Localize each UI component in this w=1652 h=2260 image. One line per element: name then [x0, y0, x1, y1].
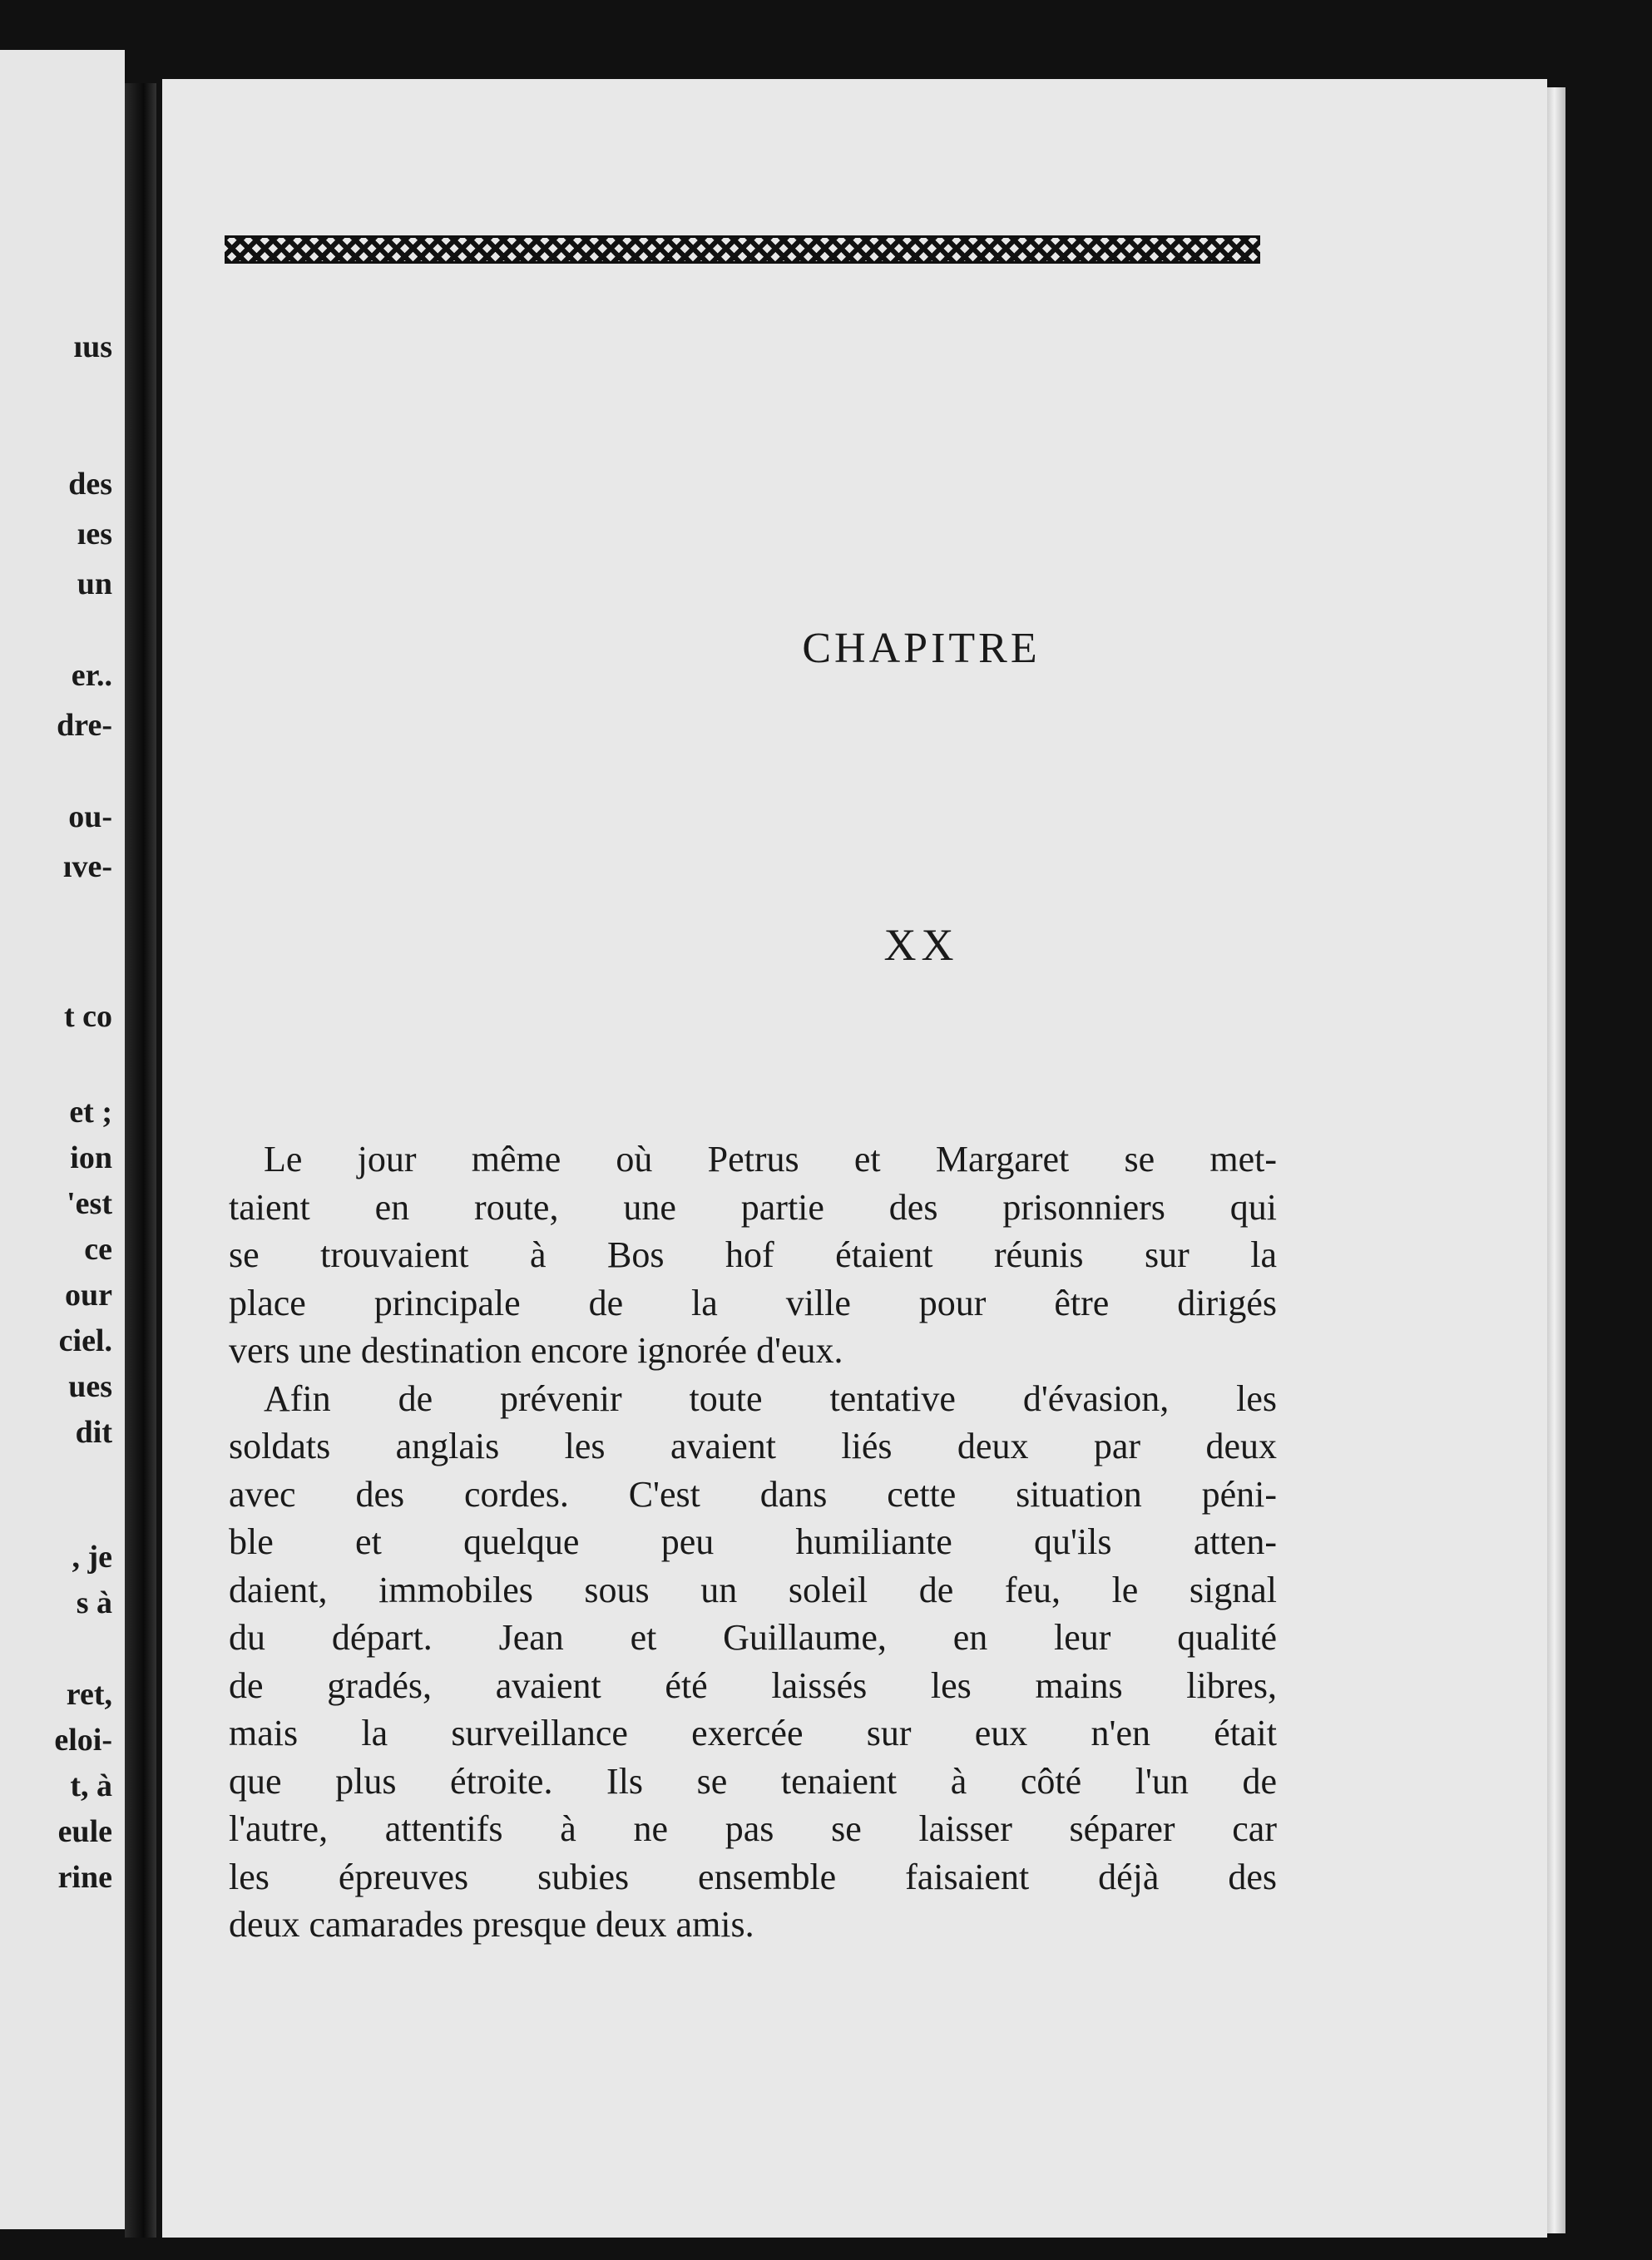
left-page-fragment: ıes [77, 517, 112, 551]
left-page-fragment: rine [57, 1860, 112, 1895]
left-page-fragment: eule [57, 1814, 112, 1849]
page-edge [1547, 87, 1565, 2233]
left-page-fragment: t co [63, 999, 112, 1034]
left-page-fragment: ciel. [58, 1323, 112, 1358]
left-page-fragment: s à [76, 1585, 112, 1620]
body-line: que plus étroite. Ils se tenaient à côté l'un de [229, 1760, 1277, 1802]
left-facing-page [0, 50, 125, 2229]
left-page-fragment: eloi- [54, 1723, 112, 1758]
chapter-number: XX [883, 920, 959, 970]
left-page-fragment: et ; [69, 1095, 112, 1130]
left-page-fragment: ıus [73, 329, 112, 364]
body-line: daient, immobiles sous un soleil de feu, le signal [229, 1569, 1277, 1610]
body-line: place principale de la ville pour être dirigés [229, 1282, 1277, 1323]
left-page-fragment: ues [68, 1369, 112, 1404]
body-line: Le jour même où Petrus et Margaret se met- [264, 1139, 1277, 1179]
body-line: vers une destination encore ignorée d'eux. [229, 1330, 843, 1371]
chapter-label: CHAPITRE [802, 625, 1041, 672]
body-line: ble et quelque peu humiliante qu'ils atten- [229, 1521, 1277, 1562]
left-page-fragment: , je [72, 1540, 112, 1575]
body-line: de gradés, avaient été laissés les mains libres, [229, 1664, 1277, 1706]
body-line: se trouvaient à Bos hof étaient réunis sur la [229, 1234, 1277, 1275]
left-page-fragment: ıve- [62, 849, 112, 884]
left-page-fragment: ret, [66, 1677, 112, 1712]
body-line: l'autre, attentifs à ne pas se laisser séparer car [229, 1808, 1277, 1849]
left-page-fragment: des [68, 467, 112, 502]
body-line: taient en route, une partie des prisonniers qui [229, 1186, 1277, 1228]
left-page-fragment: our [65, 1278, 112, 1313]
body-line: avec des cordes. C'est dans cette situation péni- [229, 1473, 1277, 1515]
left-page-fragment: dre- [57, 708, 112, 743]
ornament-pattern [225, 235, 1260, 264]
decorative-ornament-band [225, 233, 1260, 266]
left-page-fragment: ou- [68, 799, 112, 834]
left-page-fragment: 'est [67, 1186, 112, 1221]
left-page-fragment: un [77, 566, 112, 601]
left-page-fragment: ion [70, 1140, 112, 1175]
body-line: les épreuves subies ensemble faisaient déjà des [229, 1856, 1277, 1897]
body-line: du départ. Jean et Guillaume, en leur qualité [229, 1617, 1277, 1658]
chapter-body-text [229, 1135, 1277, 1949]
left-page-fragment: er.. [71, 658, 112, 693]
left-page-fragment: ce [84, 1232, 112, 1267]
book-spine [125, 83, 156, 2238]
body-line: Afin de prévenir toute tentative d'évasion, les [264, 1377, 1277, 1419]
left-page-fragment: dit [75, 1415, 112, 1450]
left-page-fragment: t, à [70, 1768, 112, 1803]
body-line: soldats anglais les avaient liés deux par deux [229, 1426, 1277, 1466]
body-line: mais la surveillance exercée sur eux n'en était [229, 1713, 1277, 1753]
body-line: deux camarades presque deux amis. [229, 1904, 754, 1945]
